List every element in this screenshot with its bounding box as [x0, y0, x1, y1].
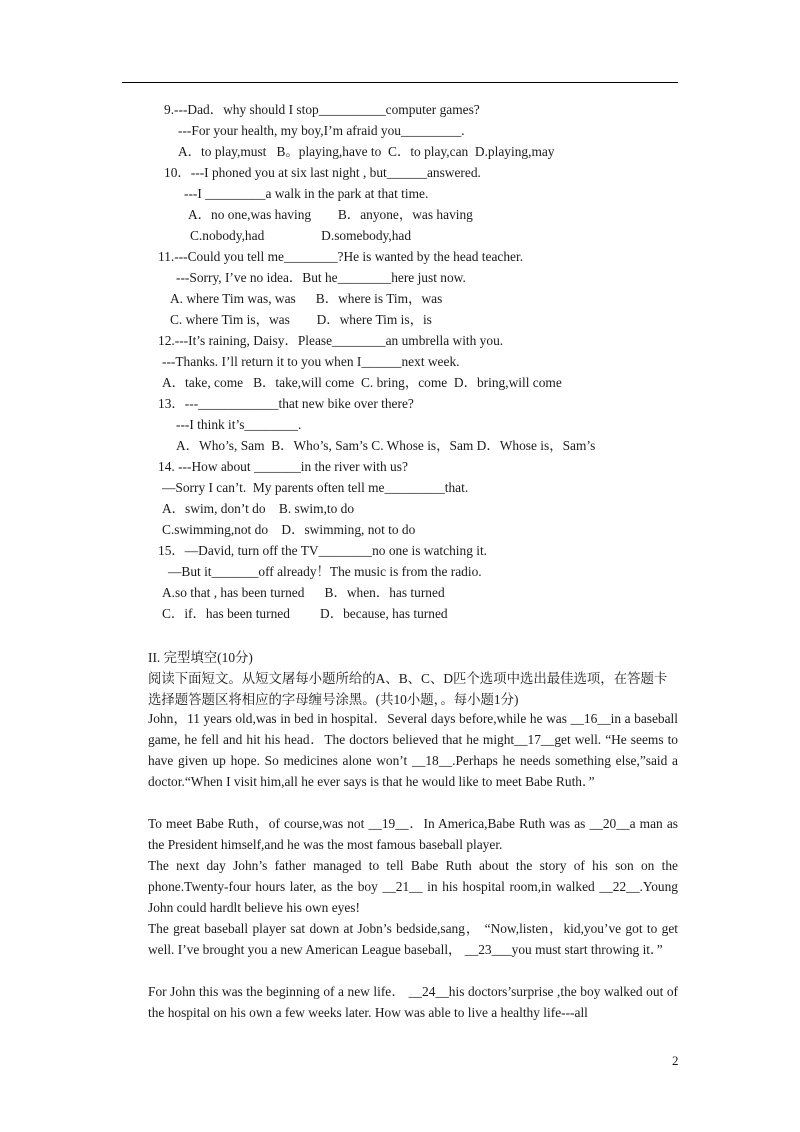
question-line: C.nobody,had D.somebody,had [190, 228, 412, 243]
section-instructions-line-1: 阅读下面短文。从短文屠每小题所给的A、B、C、D匹个选项中选出最佳选项，在答题卡 [148, 671, 668, 686]
question-line: A．no one,was having B．anyone，was having [188, 207, 473, 222]
question-line: 15．—David, turn off the TV________no one is watching it. [158, 543, 488, 558]
question-line: 13．---____________that new bike over there? [158, 396, 414, 411]
passage-paragraph-4: The great baseball player sat down at Jobn’s bedside,sang， “Now,listen，kid,you’ve got to get well. I’ve brought you a new American League baseball， __23___you must start throwing it．” [148, 921, 678, 957]
question-line: ---Sorry, I’ve no idea．But he________here just now. [176, 270, 466, 285]
question-line: 14. ---How about _______in the river with us? [158, 459, 408, 474]
question-line: —But it_______off already！The music is from the radio. [168, 564, 482, 579]
question-line: 9.---Dad．why should I stop__________computer games? [164, 102, 480, 117]
page-number: 2 [672, 1053, 679, 1068]
question-line: ---I think it’s________. [176, 417, 302, 432]
question-line: C.swimming,not do D．swimming, not to do [162, 522, 416, 537]
section-heading: II. 完型填空(10分) [148, 650, 253, 665]
question-line: A.so that , has been turned B．when．has turned [162, 585, 445, 600]
question-line: A. where Tim was, was B．where is Tim，was [170, 291, 443, 306]
question-line: 12.---It’s raining, Daisy．Please________an umbrella with you. [158, 333, 504, 348]
question-line: A．Who’s, Sam B．Who’s, Sam’s C. Whose is，Sam D．Whose is，Sam’s [176, 438, 596, 453]
passage-paragraph-2: To meet Babe Ruth，of course,was not __19__．In America,Babe Ruth was as __20__a man as the President himself,and he was the most famous baseball player. [148, 816, 678, 852]
question-line: 10．---I phoned you at six last night , but______answered. [164, 165, 481, 180]
header-rule [122, 82, 678, 83]
question-line: —Sorry I can’t. My parents often tell me_________that. [162, 480, 469, 495]
question-line: A．to play,must B。playing,have to C．to play,can D.playing,may [178, 144, 555, 159]
question-line: ---For your health, my boy,I’m afraid you_________. [178, 123, 465, 138]
question-line: C．if．has been turned D．because, has turned [162, 606, 448, 621]
question-line: A．swim, don’t do B. swim,to do [162, 501, 355, 516]
passage-paragraph-5: For John this was the beginning of a new life． __24__his doctors’surprise ,the boy walked out of the hospital on his own a few weeks later. How was able to live a healthy life---all [148, 984, 678, 1020]
question-line: A．take, come B．take,will come C. bring，come D．bring,will come [162, 375, 562, 390]
question-line: ---Thanks. I’ll return it to you when I______next week. [162, 354, 460, 369]
passage-paragraph-1: John，11 years old,was in bed in hospital．Several days before,while he was __16__in a baseball game, he fell and hit his head．The doctors believed that he might__17__get well. “He seems to have given up hope. So medicines alone won’t __18__.Perhaps he needs something else,”said a doctor.“When I visit him,all he ever says is that he would like to meet Babe Ruth．” [148, 711, 678, 789]
question-line: ---I _________a walk in the park at that time. [184, 186, 429, 201]
section-instructions-line-2: 选择题答题区将相应的字母缠号涂黑。(共10小题，。每小题1分) [148, 692, 519, 707]
passage-paragraph-3: The next day John’s father managed to tell Babe Ruth about the story of his son on the phone.Twenty-four hours later, as the boy __21__ in his hospital room,in walked __22__.Young John could hardlt believe his own eyes! [148, 858, 678, 915]
question-line: C. where Tim is，was D．where Tim is，is [170, 312, 432, 327]
question-line: 11.---Could you tell me________?He is wanted by the head teacher. [158, 249, 524, 264]
